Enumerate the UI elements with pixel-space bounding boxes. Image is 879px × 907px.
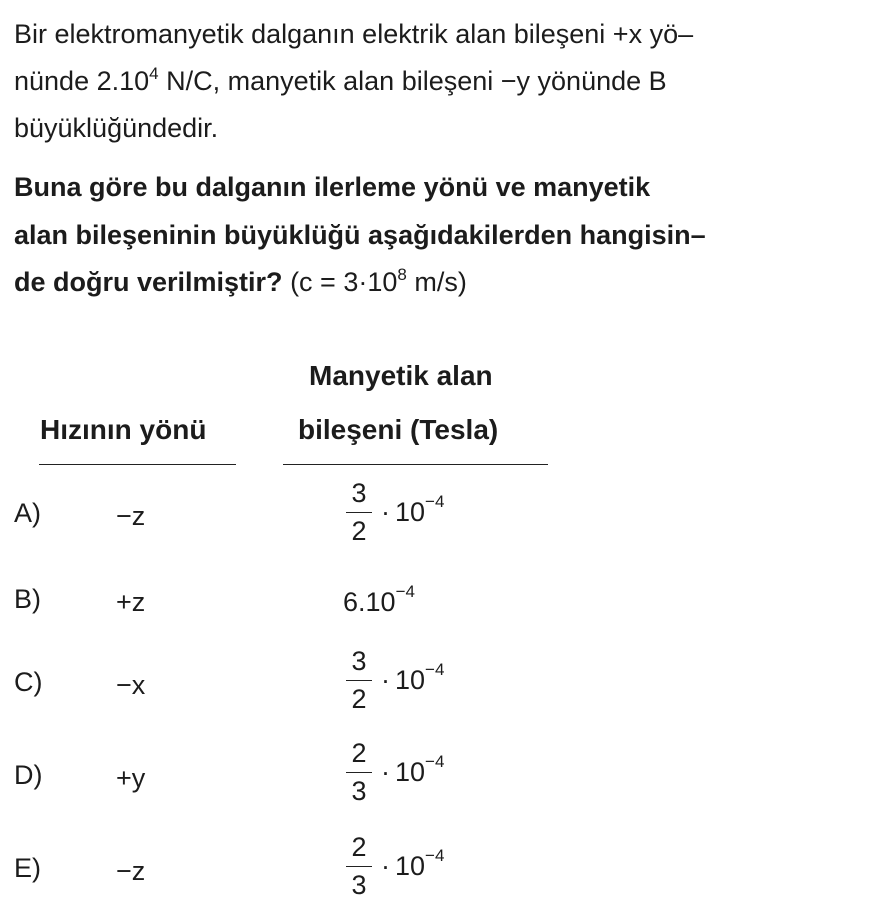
option-e-exponent: −4 (425, 845, 445, 865)
option-d-fraction (343, 738, 375, 807)
electric-field-exponent: 4 (149, 64, 159, 83)
option-a-letter[interactable]: A) (14, 498, 41, 528)
option-d-value (343, 738, 444, 807)
speed-of-light-unit: m/s) (406, 267, 467, 297)
option-a-exponent: −4 (425, 491, 445, 511)
option-d-base: 10 (395, 757, 426, 787)
col1-header-rule (39, 464, 236, 465)
fraction-bar (346, 680, 372, 681)
option-a-value (343, 478, 444, 547)
option-c-denominator: 2 (351, 684, 367, 714)
option-d-exponent: −4 (425, 751, 445, 771)
speed-of-light-exponent: 8 (397, 265, 407, 284)
fraction-bar (346, 866, 372, 867)
multiply-dot: · (381, 665, 390, 695)
question-prompt-line-3 (14, 266, 467, 302)
option-e-denominator: 3 (351, 870, 367, 900)
question-line-2 (14, 65, 667, 101)
option-b-letter[interactable]: B) (14, 584, 41, 614)
col2-header-line-1: Manyetik alan (309, 360, 493, 391)
option-c-value (343, 646, 444, 715)
option-d-numerator: 2 (351, 738, 367, 768)
col2-header-rule (283, 464, 548, 465)
col2-header-line-2: bileşeni (Tesla) (298, 414, 499, 445)
option-e-numerator: 2 (351, 832, 367, 862)
option-b-exponent: −4 (395, 581, 415, 601)
question-prompt-line-1: Buna göre bu dalganın ilerleme yönü ve manyetik (14, 172, 651, 202)
question-line-1: Bir elektromanyetik dalganın elektrik alan bileşeni +x yö– (14, 19, 694, 49)
option-d-direction: +y (116, 763, 146, 793)
option-a-fraction (343, 478, 375, 547)
option-a-numerator: 3 (351, 478, 367, 508)
question-prompt-bold: de doğru verilmiştir? (14, 267, 283, 297)
question-line-2-post: N/C, manyetik alan bileşeni −y yönünde B (158, 66, 667, 96)
option-a-direction: −z (116, 501, 146, 531)
fraction-bar (346, 772, 372, 773)
option-d-denominator: 3 (351, 776, 367, 806)
option-c-direction: −x (116, 670, 146, 700)
option-c-numerator: 3 (351, 646, 367, 676)
question-prompt-line-2: alan bileşeninin büyüklüğü aşağıdakilerden hangisin– (14, 220, 706, 250)
option-e-letter[interactable]: E) (14, 853, 41, 883)
option-d-letter[interactable]: D) (14, 760, 43, 790)
option-e-fraction (343, 832, 375, 901)
option-c-base: 10 (395, 665, 426, 695)
option-c-letter[interactable]: C) (14, 667, 43, 697)
option-e-base: 10 (395, 851, 426, 881)
multiply-dot: · (381, 497, 390, 527)
fraction-bar (346, 512, 372, 513)
question-line-2-pre: nünde 2.10 (14, 66, 150, 96)
col1-header: Hızının yönü (40, 414, 207, 445)
option-b-direction: +z (116, 587, 146, 617)
option-a-base: 10 (395, 497, 426, 527)
speed-of-light-given: (c = 3·10 (282, 267, 398, 297)
option-a-denominator: 2 (351, 516, 367, 546)
option-e-value (343, 832, 444, 901)
multiply-dot: · (381, 851, 390, 881)
option-b-value (343, 581, 415, 618)
option-c-exponent: −4 (425, 659, 445, 679)
option-e-direction: −z (116, 856, 146, 886)
question-line-3: büyüklüğündedir. (14, 113, 219, 143)
option-c-fraction (343, 646, 375, 715)
multiply-dot: · (381, 757, 390, 787)
option-b-base: 6.10 (343, 587, 396, 617)
